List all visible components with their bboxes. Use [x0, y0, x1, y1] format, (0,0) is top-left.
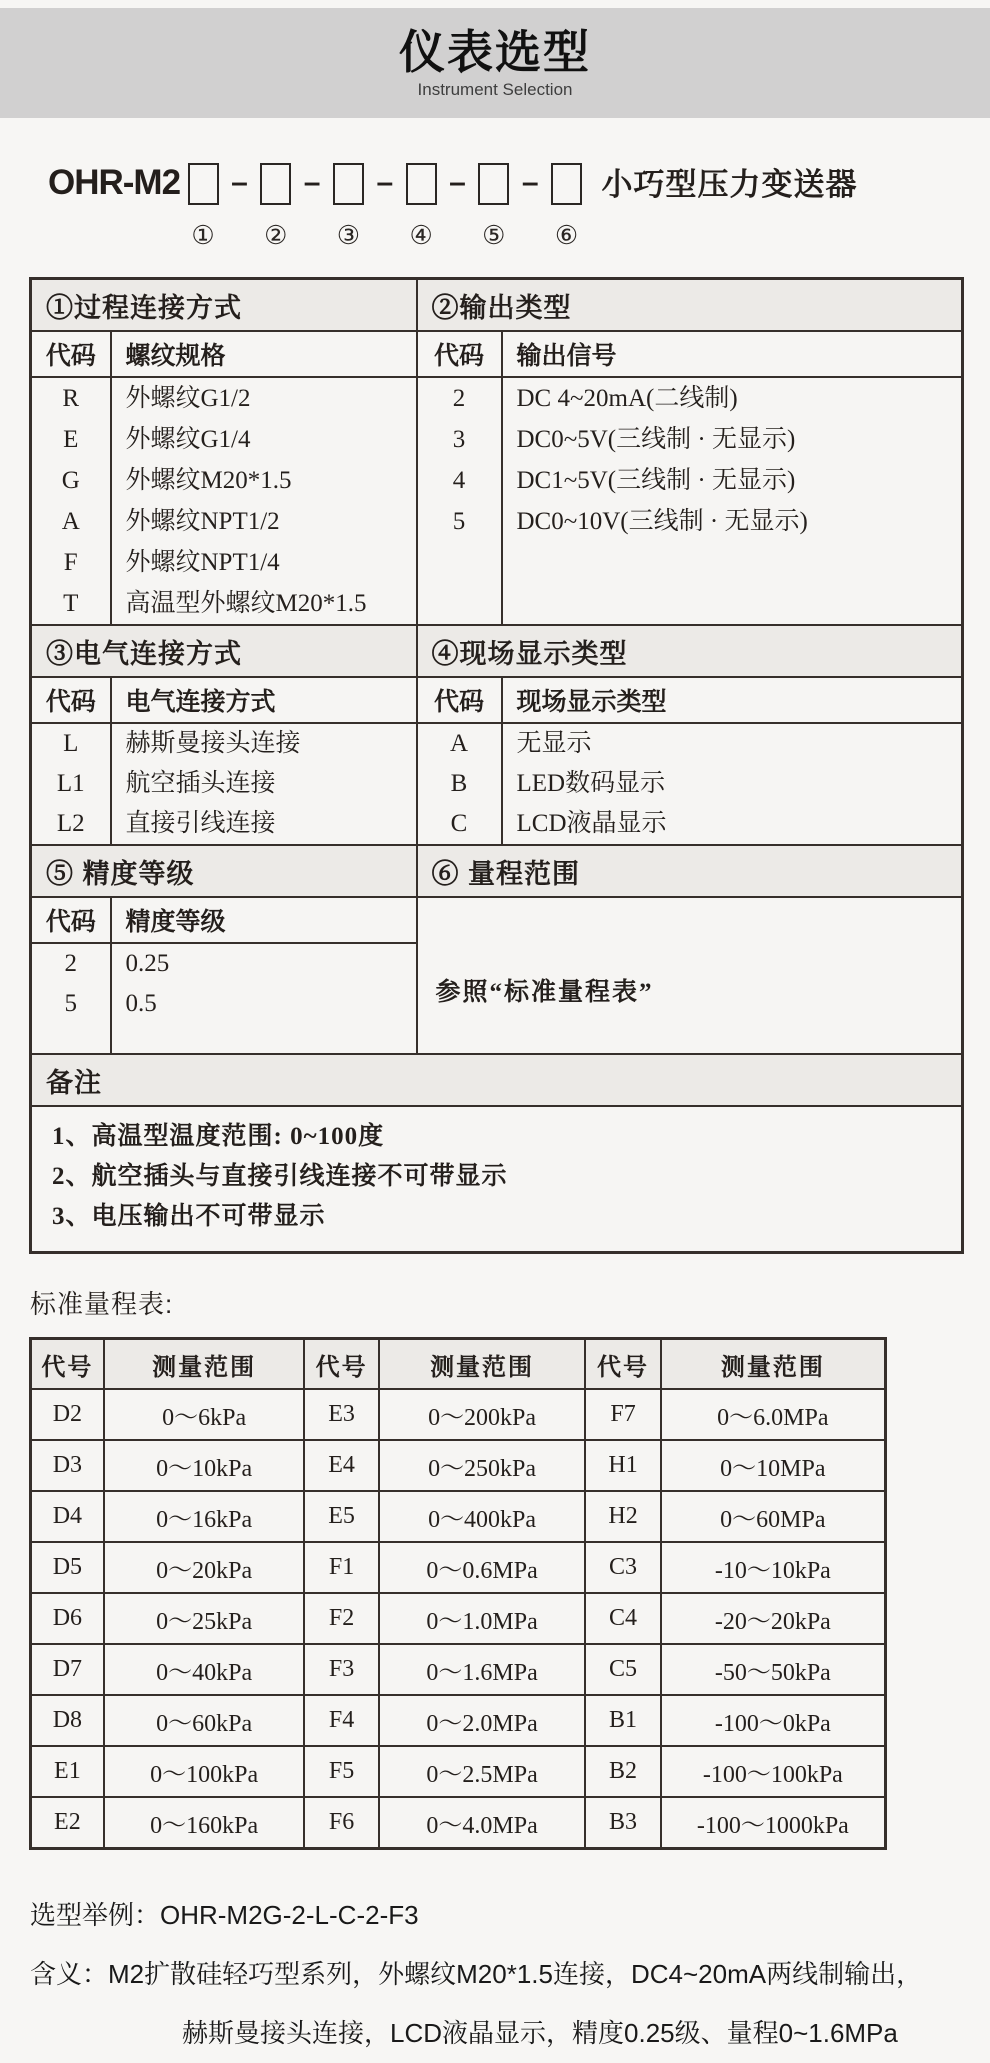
electrical-labels: [111, 723, 417, 845]
model-product-name: 小巧型压力变送器: [601, 167, 858, 202]
column-header: 代码: [31, 331, 111, 377]
list-item: L: [63, 730, 79, 757]
model-slot-5: [474, 160, 514, 251]
electrical-codes: [31, 723, 111, 845]
table-header-row: [31, 1339, 886, 1390]
table-cell: 0～10kPa: [104, 1440, 305, 1491]
table-row: [31, 1746, 886, 1797]
table-cell: -10～10kPa: [661, 1542, 886, 1593]
selection-example: [30, 1886, 990, 2063]
column-header: 现场显示类型: [502, 677, 963, 723]
table-cell: B3: [585, 1797, 660, 1849]
table-cell: 0～100kPa: [104, 1746, 305, 1797]
column-header: 输出信号: [502, 331, 963, 377]
table-row: [31, 1593, 886, 1644]
model-slot-1: [183, 160, 223, 251]
table-cell: 0～60MPa: [661, 1491, 886, 1542]
position-number-2: ②: [264, 221, 288, 250]
table-cell: C3: [585, 1542, 660, 1593]
table-row: [31, 1542, 886, 1593]
list-item: 5: [64, 990, 77, 1017]
list-item: LED数码显示: [516, 770, 666, 797]
dash-separator: –: [449, 166, 466, 199]
table-cell: 0～6kPa: [104, 1389, 305, 1440]
model-box-1: [188, 163, 219, 205]
column-header: 代码: [417, 677, 502, 723]
list-item: 航空插头连接: [125, 770, 276, 797]
list-item: 赫斯曼接头连接: [125, 730, 301, 757]
section-6-header: ⑥ 量程范围: [417, 845, 963, 897]
table-cell: B1: [585, 1695, 660, 1746]
table-row: [31, 625, 963, 677]
table-row: [31, 331, 963, 377]
list-item: E: [63, 426, 79, 453]
model-box-5: [478, 163, 509, 205]
column-header: 精度等级: [111, 897, 417, 943]
list-item: 外螺纹G1/2: [125, 385, 251, 412]
range-table-label: 标准量程表:: [30, 1289, 174, 1319]
table-row: [31, 1389, 886, 1440]
model-slot-2: [256, 160, 296, 251]
table-row: [31, 1797, 886, 1849]
list-item: DC1~5V(三线制 · 无显示): [516, 467, 796, 494]
section-3-header: ③电气连接方式: [31, 625, 417, 677]
example-line: 选型举例：OHR-M2G-2-L-C-2-F3: [30, 1900, 419, 1930]
page-subtitle: Instrument Selection: [417, 80, 573, 99]
list-item: R: [62, 385, 80, 412]
output-labels: [502, 377, 963, 625]
list-item: 高温型外螺纹M20*1.5: [125, 590, 367, 617]
table-row: [31, 1106, 963, 1253]
list-item: 3: [452, 426, 466, 453]
table-row: [31, 845, 963, 897]
table-cell: C5: [585, 1644, 660, 1695]
section-2-header: ②输出类型: [417, 279, 963, 332]
remarks-list: [31, 1106, 963, 1253]
table-cell: 0～16kPa: [104, 1491, 305, 1542]
display-labels: [502, 723, 963, 845]
model-box-6: [551, 163, 582, 205]
example-meaning-line: 赫斯曼接头连接，LCD液晶显示，精度0.25级、量程0~1.6MPa: [182, 2018, 898, 2048]
position-number-3: ③: [336, 221, 361, 250]
table-cell: D4: [31, 1491, 104, 1542]
list-item: DC 4~20mA(二线制): [516, 385, 738, 412]
column-header: 代码: [31, 897, 111, 943]
range-table-body: [31, 1389, 886, 1849]
list-item: 2: [452, 385, 466, 412]
list-item: 2: [64, 950, 77, 977]
table-cell: 0～10MPa: [661, 1440, 886, 1491]
table-cell: -100～100kPa: [661, 1746, 886, 1797]
table-cell: -20～20kPa: [661, 1593, 886, 1644]
table-cell: F3: [304, 1644, 378, 1695]
list-item: 1、高温型温度范围: 0~100度: [52, 1123, 385, 1150]
example-meaning-line: 含义：M2扩散硅轻巧型系列，外螺纹M20*1.5连接，DC4~20mA两线制输出，: [30, 1959, 923, 1989]
table-row: [31, 723, 963, 845]
table-cell: B2: [585, 1746, 660, 1797]
table-cell: 0～60kPa: [104, 1695, 305, 1746]
model-slot-4: [401, 160, 441, 251]
section-1-header: ①过程连接方式: [31, 279, 417, 332]
position-number-1: ①: [191, 221, 215, 250]
table-cell: E4: [304, 1440, 378, 1491]
table-cell: D7: [31, 1644, 104, 1695]
dash-separator: –: [521, 166, 539, 199]
list-item: B: [450, 770, 468, 797]
table-row: [31, 897, 963, 943]
column-header: 代号: [585, 1339, 660, 1390]
column-header: 代号: [31, 1339, 104, 1390]
page-title: 仪表选型: [399, 26, 591, 78]
table-row: [31, 1644, 886, 1695]
table-cell: F1: [304, 1542, 378, 1593]
model-slot-3: [328, 160, 368, 251]
accuracy-codes: [31, 943, 111, 1054]
column-header: 测量范围: [661, 1339, 886, 1390]
table-cell: 0～40kPa: [104, 1644, 305, 1695]
table-cell: C4: [585, 1593, 660, 1644]
table-cell: 0～250kPa: [379, 1440, 586, 1491]
column-header: 代号: [304, 1339, 378, 1390]
range-reference-note: 参照“标准量程表”: [417, 897, 963, 1054]
model-slot-6: [547, 160, 587, 251]
remarks-header: 备注: [31, 1054, 963, 1106]
list-item: 4: [452, 467, 466, 494]
list-item: 外螺纹G1/4: [125, 426, 251, 453]
table-cell: E1: [31, 1746, 104, 1797]
model-box-3: [333, 163, 364, 205]
table-cell: D5: [31, 1542, 104, 1593]
list-item: F: [63, 549, 78, 576]
list-item: 外螺纹NPT1/2: [125, 508, 280, 535]
table-row: [31, 1491, 886, 1542]
table-cell: 0～1.0MPa: [379, 1593, 586, 1644]
list-item: G: [61, 467, 80, 494]
table-cell: D3: [31, 1440, 104, 1491]
table-row: [31, 1695, 886, 1746]
table-cell: 0～1.6MPa: [379, 1644, 586, 1695]
model-code-area: [0, 160, 990, 251]
standard-range-table: [29, 1337, 887, 1850]
table-cell: H1: [585, 1440, 660, 1491]
model-code-line: [48, 160, 990, 251]
table-cell: 0～2.5MPa: [379, 1746, 586, 1797]
list-item: C: [450, 810, 468, 837]
table-cell: 0～2.0MPa: [379, 1695, 586, 1746]
list-item: 直接引线连接: [125, 810, 276, 837]
dash-separator: –: [376, 166, 394, 199]
table-cell: -100～1000kPa: [661, 1797, 886, 1849]
table-cell: F2: [304, 1593, 378, 1644]
list-item: LCD液晶显示: [516, 810, 667, 837]
table-cell: 0～160kPa: [104, 1797, 305, 1849]
accuracy-labels: [111, 943, 417, 1054]
list-item: 2、航空插头与直接引线连接不可带显示: [52, 1163, 508, 1190]
output-codes: [417, 377, 502, 625]
list-item: 0.5: [125, 990, 157, 1017]
list-item: 无显示: [516, 730, 592, 757]
list-item: 0.25: [125, 950, 170, 977]
section-5-header: ⑤ 精度等级: [31, 845, 417, 897]
table-cell: D6: [31, 1593, 104, 1644]
table-cell: 0～6.0MPa: [661, 1389, 886, 1440]
position-number-6: ⑥: [554, 221, 579, 250]
list-item: L2: [56, 810, 85, 837]
table-cell: 0～4.0MPa: [379, 1797, 586, 1849]
table-row: [31, 279, 963, 332]
table-cell: E5: [304, 1491, 378, 1542]
table-cell: -100～0kPa: [661, 1695, 886, 1746]
dash-separator: –: [231, 166, 248, 199]
document-page: [0, 8, 990, 2048]
column-header: 代码: [417, 331, 502, 377]
table-cell: 0～400kPa: [379, 1491, 586, 1542]
list-item: A: [449, 730, 469, 757]
selection-table: [29, 277, 964, 1254]
column-header: 电气连接方式: [111, 677, 417, 723]
process-codes: [31, 377, 111, 625]
column-header: 螺纹规格: [111, 331, 417, 377]
list-item: 5: [452, 508, 466, 535]
section-4-header: ④现场显示类型: [417, 625, 963, 677]
list-item: 3、电压输出不可带显示: [52, 1203, 326, 1230]
table-cell: 0～0.6MPa: [379, 1542, 586, 1593]
table-cell: H2: [585, 1491, 660, 1542]
process-labels: [111, 377, 417, 625]
header-bar: [0, 8, 990, 118]
list-item: DC0~10V(三线制 · 无显示): [516, 508, 808, 535]
table-cell: D2: [31, 1389, 104, 1440]
table-row: [31, 1054, 963, 1106]
table-row: [31, 377, 963, 625]
model-box-4: [406, 163, 437, 205]
column-header: 测量范围: [379, 1339, 586, 1390]
list-item: 外螺纹NPT1/4: [125, 549, 280, 576]
dash-separator: –: [303, 166, 321, 199]
table-cell: F7: [585, 1389, 660, 1440]
table-cell: E3: [304, 1389, 378, 1440]
table-cell: 0～25kPa: [104, 1593, 305, 1644]
position-number-5: ⑤: [482, 221, 506, 250]
table-row: [31, 677, 963, 723]
column-header: 代码: [31, 677, 111, 723]
model-prefix: OHR-M2: [48, 163, 181, 202]
table-cell: F6: [304, 1797, 378, 1849]
table-cell: E2: [31, 1797, 104, 1849]
table-cell: F5: [304, 1746, 378, 1797]
list-item: DC0~5V(三线制 · 无显示): [516, 426, 796, 453]
list-item: T: [63, 590, 79, 617]
table-row: [31, 1440, 886, 1491]
model-box-2: [260, 163, 291, 205]
table-cell: 0～20kPa: [104, 1542, 305, 1593]
list-item: A: [61, 508, 80, 535]
column-header: 测量范围: [104, 1339, 305, 1390]
table-cell: -50～50kPa: [661, 1644, 886, 1695]
table-cell: F4: [304, 1695, 378, 1746]
display-codes: [417, 723, 502, 845]
position-number-4: ④: [409, 221, 433, 250]
list-item: 外螺纹M20*1.5: [125, 467, 292, 494]
table-cell: D8: [31, 1695, 104, 1746]
table-cell: 0～200kPa: [379, 1389, 586, 1440]
list-item: L1: [56, 770, 85, 797]
